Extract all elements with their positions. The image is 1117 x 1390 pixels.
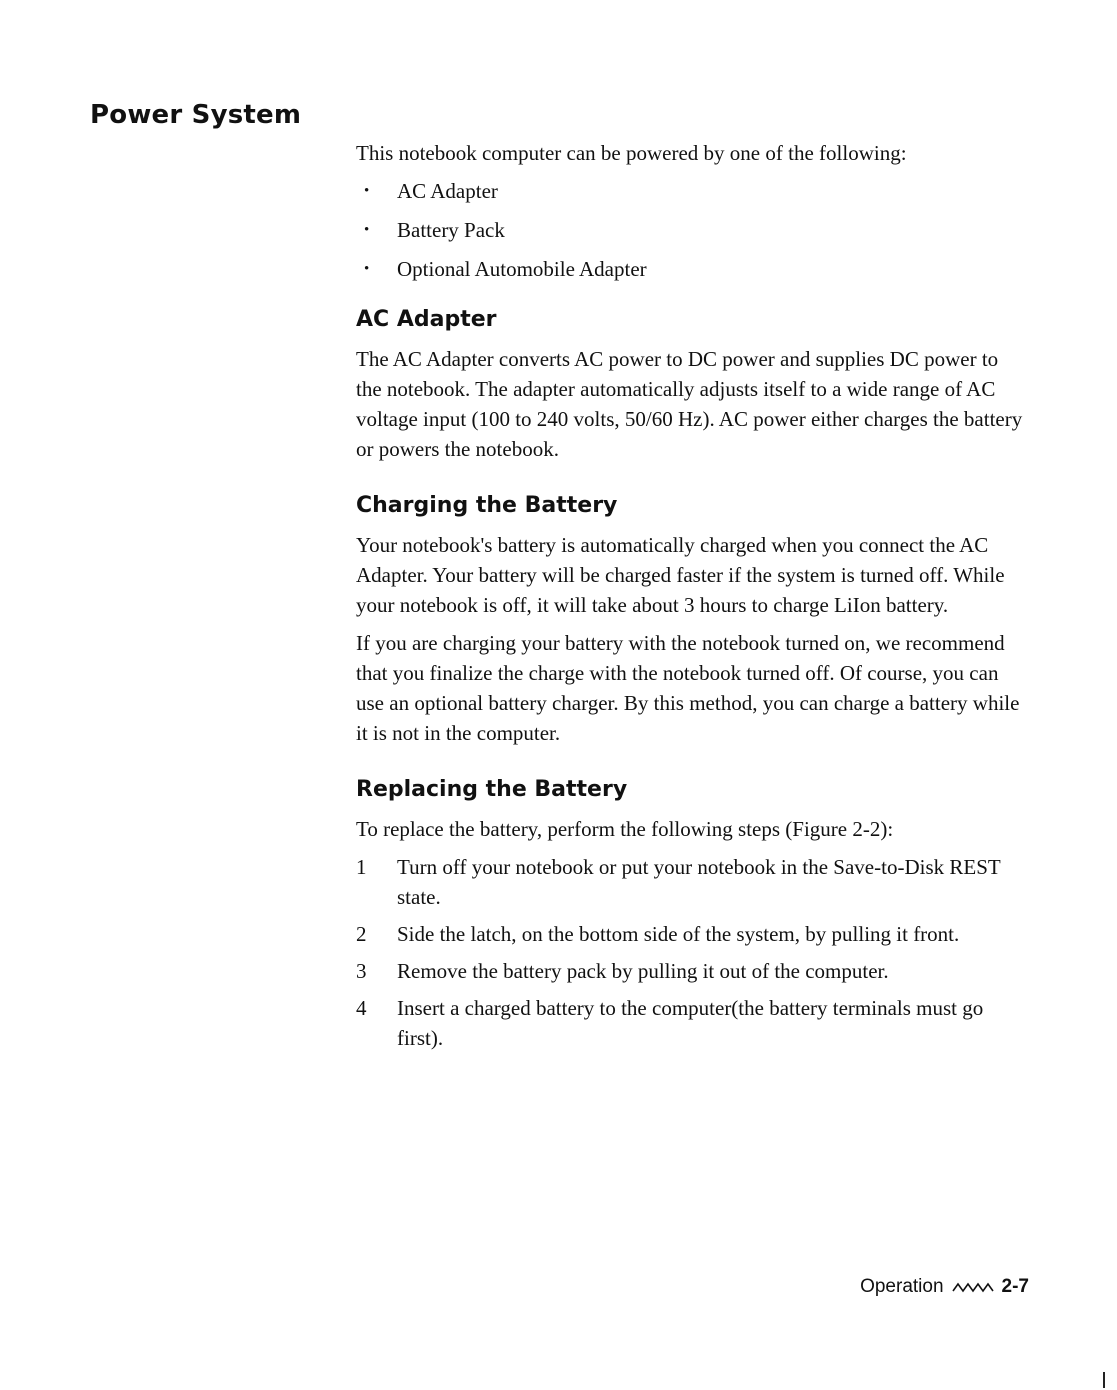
step-number: 2 [356, 922, 367, 946]
footer-section-label: Operation [860, 1276, 944, 1297]
list-item-label: AC Adapter [397, 179, 498, 203]
list-item [356, 254, 1026, 284]
charging-paragraph-1: Your notebook's battery is automatically charged when you connect the AC Adapter. Your battery will be charged faster if the system is turned off. While your notebook is off, it will take about 3 hours to charge LiIon battery. [356, 533, 1005, 617]
ac-adapter-heading: AC Adapter [356, 307, 497, 332]
step-text: Insert a charged battery to the computer(the battery terminals must go first). [397, 996, 984, 1050]
list-item-label: Battery Pack [397, 218, 505, 242]
step-number: 4 [356, 996, 367, 1020]
bullet-icon: • [364, 261, 370, 277]
page-footer [860, 1276, 1029, 1298]
ac-adapter-paragraph: The AC Adapter converts AC power to DC power and supplies DC power to the notebook. The adapter automatically adjusts itself to a wide range of AC voltage input (100 to 240 volts, 50/60 Hz). AC power either charges the battery or powers the notebook. [356, 347, 1023, 461]
main-content [356, 138, 1026, 1060]
charging-paragraph-2: If you are charging your battery with the notebook turned on, we recommend that you finalize the charge with the notebook turned off. Of course, you can use an optional battery charger. By this method, you can charge a battery while it is not in the computer. [356, 631, 1020, 745]
replacement-steps [356, 852, 1026, 1053]
charging-heading: Charging the Battery [356, 493, 618, 518]
step-text: Side the latch, on the bottom side of the system, by pulling it front. [397, 922, 960, 946]
step-item [356, 919, 1026, 949]
bullet-icon: • [364, 183, 370, 199]
list-item-label: Optional Automobile Adapter [397, 257, 647, 281]
wave-icon [952, 1281, 994, 1293]
step-number: 3 [356, 959, 367, 983]
scan-artifact-mark [1103, 1372, 1105, 1388]
section-title: Power System [90, 100, 302, 130]
bullet-icon: • [364, 222, 370, 238]
step-text: Remove the battery pack by pulling it out of the computer. [397, 959, 889, 983]
step-item [356, 993, 1026, 1053]
power-source-list [356, 176, 1026, 284]
replacing-heading: Replacing the Battery [356, 777, 628, 802]
replacing-intro: To replace the battery, perform the following steps (Figure 2-2): [356, 817, 894, 841]
step-item [356, 852, 1026, 912]
list-item [356, 215, 1026, 245]
page-number: 2-7 [1001, 1276, 1029, 1297]
intro-paragraph: This notebook computer can be powered by one of the following: [356, 141, 907, 165]
step-item [356, 956, 1026, 986]
step-number: 1 [356, 855, 367, 879]
step-text: Turn off your notebook or put your notebook in the Save-to-Disk REST state. [397, 855, 1001, 909]
list-item [356, 176, 1026, 206]
